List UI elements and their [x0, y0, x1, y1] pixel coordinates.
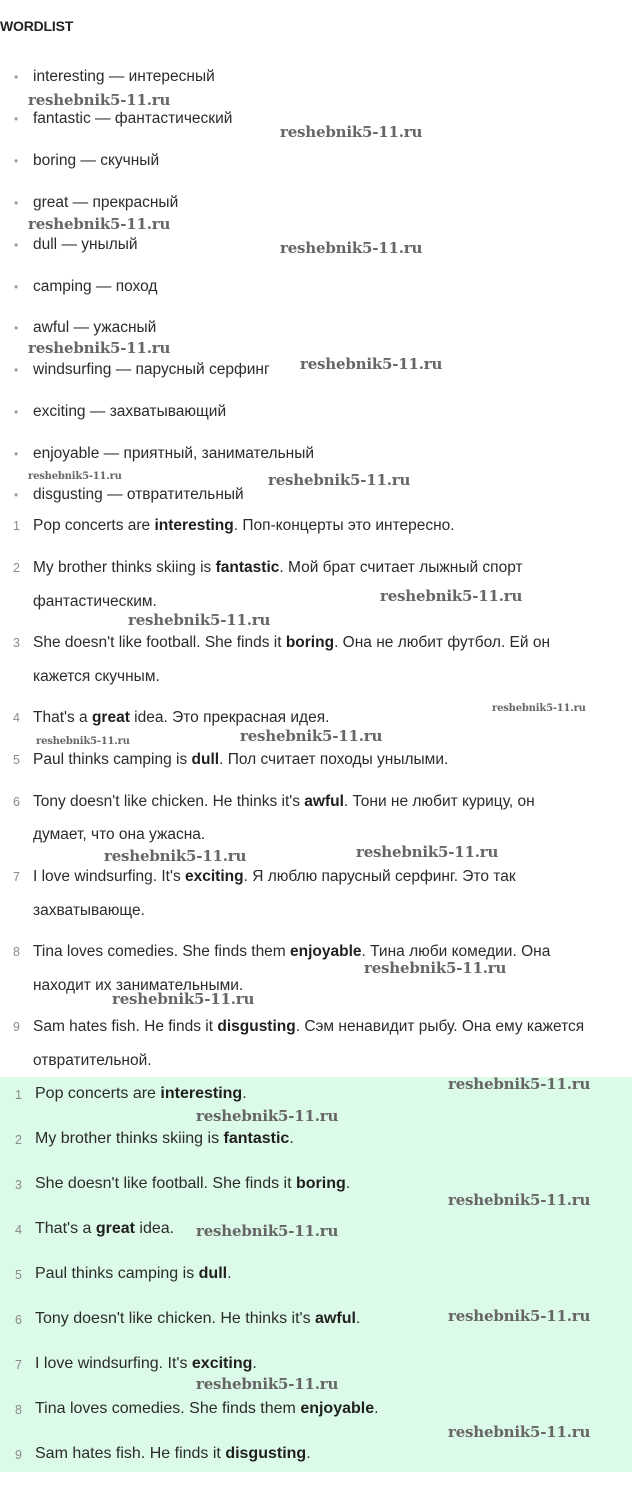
- word-ru: скучный: [100, 152, 160, 169]
- watermark: reshebnik5-11.ru: [28, 471, 122, 482]
- answer-word: interesting: [160, 1085, 243, 1102]
- exercise-answer-word: exciting: [185, 868, 244, 885]
- answer-number: 5: [15, 1268, 22, 1282]
- watermark: reshebnik5-11.ru: [364, 959, 507, 977]
- watermark: reshebnik5-11.ru: [492, 703, 586, 714]
- answer-text: Tina loves comedies. She finds them: [35, 1400, 301, 1417]
- watermark: reshebnik5-11.ru: [28, 215, 171, 233]
- answer-end: .: [252, 1355, 257, 1372]
- exercise-answer-word: boring: [285, 634, 335, 651]
- word-ru: прекрасный: [92, 194, 179, 211]
- word-en: dull: [33, 236, 58, 253]
- answer-number: 4: [15, 1223, 22, 1237]
- watermark: reshebnik5-11.ru: [448, 1191, 591, 1209]
- dash: —: [99, 445, 124, 462]
- bullet-icon: •: [14, 405, 19, 419]
- exercise-translation: . Она не любит футбол. Ей он: [334, 634, 551, 651]
- answer-text: Paul thinks camping is: [35, 1265, 199, 1282]
- word-en: fantastic: [33, 110, 91, 127]
- watermark: reshebnik5-11.ru: [28, 91, 171, 109]
- watermark: reshebnik5-11.ru: [240, 727, 383, 745]
- answer-number: 6: [15, 1313, 22, 1327]
- answer-word: fantastic: [223, 1130, 290, 1147]
- exercise-number: 4: [13, 711, 20, 725]
- watermark: reshebnik5-11.ru: [196, 1222, 339, 1240]
- watermark: reshebnik5-11.ru: [196, 1107, 339, 1125]
- dash: —: [102, 486, 127, 503]
- watermark: reshebnik5-11.ru: [28, 339, 171, 357]
- dash: —: [69, 319, 94, 336]
- exercise-text: My brother thinks skiing is: [33, 559, 216, 576]
- answer-text: Tony doesn't like chicken. He thinks it's: [35, 1310, 316, 1327]
- exercise-number: 8: [13, 945, 20, 959]
- watermark: reshebnik5-11.ru: [448, 1423, 591, 1441]
- exercise-text: That's a: [33, 709, 92, 726]
- bullet-icon: •: [14, 154, 19, 168]
- exercise-translation: . Тина люби комедии. Она: [361, 943, 551, 960]
- word-ru: приятный, занимательный: [123, 445, 315, 462]
- answer-word: great: [95, 1220, 135, 1237]
- watermark: reshebnik5-11.ru: [448, 1075, 591, 1093]
- dash: —: [68, 194, 93, 211]
- exercise-number: 6: [13, 795, 20, 809]
- bullet-icon: •: [14, 280, 19, 294]
- bullet-icon: •: [14, 321, 19, 335]
- bullet-icon: •: [14, 238, 19, 252]
- word-en: awful: [33, 319, 70, 336]
- exercise-translation-cont: фантастическим.: [33, 593, 157, 610]
- exercise-number: 9: [13, 1020, 20, 1034]
- answer-end: .: [345, 1175, 351, 1192]
- word-ru: ужасный: [93, 319, 157, 336]
- bullet-icon: •: [14, 447, 19, 461]
- exercise-number: 2: [13, 561, 20, 575]
- wordlist-heading: WORDLIST: [0, 18, 74, 34]
- bullet-icon: •: [14, 70, 19, 84]
- exercise-number: 7: [13, 870, 20, 884]
- watermark: reshebnik5-11.ru: [112, 990, 255, 1008]
- exercise-translation: . Тони не любит курицу, он: [343, 793, 535, 810]
- exercise-translation-cont: думает, что она ужасна.: [33, 826, 206, 843]
- answer-text: My brother thinks skiing is: [35, 1130, 224, 1147]
- word-ru: парусный серфинг: [135, 361, 270, 378]
- answer-word: boring: [296, 1175, 346, 1192]
- word-ru: унылый: [81, 236, 138, 253]
- watermark: reshebnik5-11.ru: [280, 123, 423, 141]
- exercise-translation: . Я люблю парусный серфинг. Это так: [243, 868, 516, 885]
- bullet-icon: •: [14, 488, 19, 502]
- answer-text: Sam hates fish. He finds it: [35, 1445, 226, 1462]
- exercise-translation: . Пол считает походы унылыми.: [219, 751, 449, 768]
- answer-text: She doesn't like football. She finds it: [35, 1175, 296, 1192]
- answer-end: .: [374, 1400, 379, 1417]
- exercise-translation: idea. Это прекрасная идея.: [129, 709, 330, 726]
- answer-number: 8: [15, 1403, 22, 1417]
- watermark: reshebnik5-11.ru: [36, 736, 130, 747]
- exercise-translation-cont: захватывающе.: [33, 902, 145, 919]
- watermark: reshebnik5-11.ru: [128, 611, 271, 629]
- dash: —: [85, 403, 110, 420]
- exercise-text: She doesn't like football. She finds it: [33, 634, 286, 651]
- watermark: reshebnik5-11.ru: [300, 355, 443, 373]
- word-en: enjoyable: [33, 445, 100, 462]
- dash: —: [57, 236, 82, 253]
- exercise-answer-word: great: [91, 709, 130, 726]
- word-en: disgusting: [33, 486, 103, 503]
- watermark: reshebnik5-11.ru: [356, 843, 499, 861]
- word-en: interesting: [33, 68, 105, 85]
- exercise-answer-word: dull: [191, 751, 220, 768]
- answer-end: .: [355, 1310, 361, 1327]
- answer-text: That's a: [35, 1220, 96, 1237]
- exercise-translation: . Поп-концерты это интересно.: [233, 517, 455, 534]
- watermark: reshebnik5-11.ru: [448, 1307, 591, 1325]
- exercise-translation-cont: отвратительной.: [33, 1052, 152, 1069]
- dash: —: [111, 361, 136, 378]
- watermark: reshebnik5-11.ru: [280, 239, 423, 257]
- exercise-text: Sam hates fish. He finds it: [33, 1018, 218, 1035]
- exercise-text: Paul thinks camping is: [33, 751, 192, 768]
- dash: —: [90, 110, 115, 127]
- dash: —: [91, 278, 116, 295]
- answer-number: 1: [15, 1088, 22, 1102]
- answer-text: I love windsurfing. It's: [35, 1355, 192, 1372]
- exercise-number: 1: [13, 519, 20, 533]
- exercise-translation-cont: находит их занимательными.: [33, 977, 244, 994]
- bullet-icon: •: [14, 196, 19, 210]
- exercise-answer-word: awful: [304, 793, 344, 810]
- word-ru: захватывающий: [109, 403, 227, 420]
- answer-number: 3: [15, 1178, 22, 1192]
- answer-text: Pop concerts are: [35, 1085, 161, 1102]
- exercise-number: 5: [13, 753, 20, 767]
- exercise-translation: . Мой брат считает лыжный спорт: [279, 559, 523, 576]
- watermark: reshebnik5-11.ru: [268, 471, 411, 489]
- watermark: reshebnik5-11.ru: [196, 1375, 339, 1393]
- word-en: exciting: [33, 403, 86, 420]
- bullet-icon: •: [14, 363, 19, 377]
- exercise-text: Pop concerts are: [33, 517, 155, 534]
- answer-word: enjoyable: [300, 1400, 375, 1417]
- word-en: boring: [33, 152, 77, 169]
- word-ru: поход: [115, 278, 158, 295]
- exercise-text: I love windsurfing. It's: [33, 868, 185, 885]
- answer-number: 2: [15, 1133, 22, 1147]
- answer-word: exciting: [191, 1355, 253, 1372]
- answer-end: idea.: [134, 1220, 175, 1237]
- watermark: reshebnik5-11.ru: [104, 847, 247, 865]
- exercise-answer-word: fantastic: [215, 559, 280, 576]
- watermark: reshebnik5-11.ru: [380, 587, 523, 605]
- answer-word: disgusting: [225, 1445, 307, 1462]
- exercise-answer-word: disgusting: [217, 1018, 296, 1035]
- answer-word: dull: [198, 1265, 228, 1282]
- answer-end: .: [227, 1265, 232, 1282]
- bullet-icon: •: [14, 112, 19, 126]
- dash: —: [104, 68, 129, 85]
- dash: —: [76, 152, 101, 169]
- answer-number: 7: [15, 1358, 22, 1372]
- answer-end: .: [289, 1130, 294, 1147]
- word-ru: фантастический: [114, 110, 233, 127]
- answer-number: 9: [15, 1448, 22, 1462]
- answer-end: .: [306, 1445, 311, 1462]
- word-ru: отвратительный: [126, 486, 244, 503]
- answer-end: .: [242, 1085, 247, 1102]
- word-en: windsurfing: [33, 361, 112, 378]
- exercise-answer-word: enjoyable: [290, 943, 362, 960]
- exercise-answer-word: interesting: [154, 517, 234, 534]
- exercise-text: Tina loves comedies. She finds them: [33, 943, 291, 960]
- exercise-translation-cont: кажется скучным.: [33, 668, 160, 685]
- exercise-number: 3: [13, 636, 20, 650]
- exercise-text: Tony doesn't like chicken. He thinks it's: [33, 793, 305, 810]
- word-en: camping: [33, 278, 92, 295]
- word-en: great: [33, 194, 69, 211]
- answer-word: awful: [315, 1310, 356, 1327]
- exercise-translation: . Сэм ненавидит рыбу. Она ему кажется: [295, 1018, 585, 1035]
- word-ru: интересный: [128, 68, 215, 85]
